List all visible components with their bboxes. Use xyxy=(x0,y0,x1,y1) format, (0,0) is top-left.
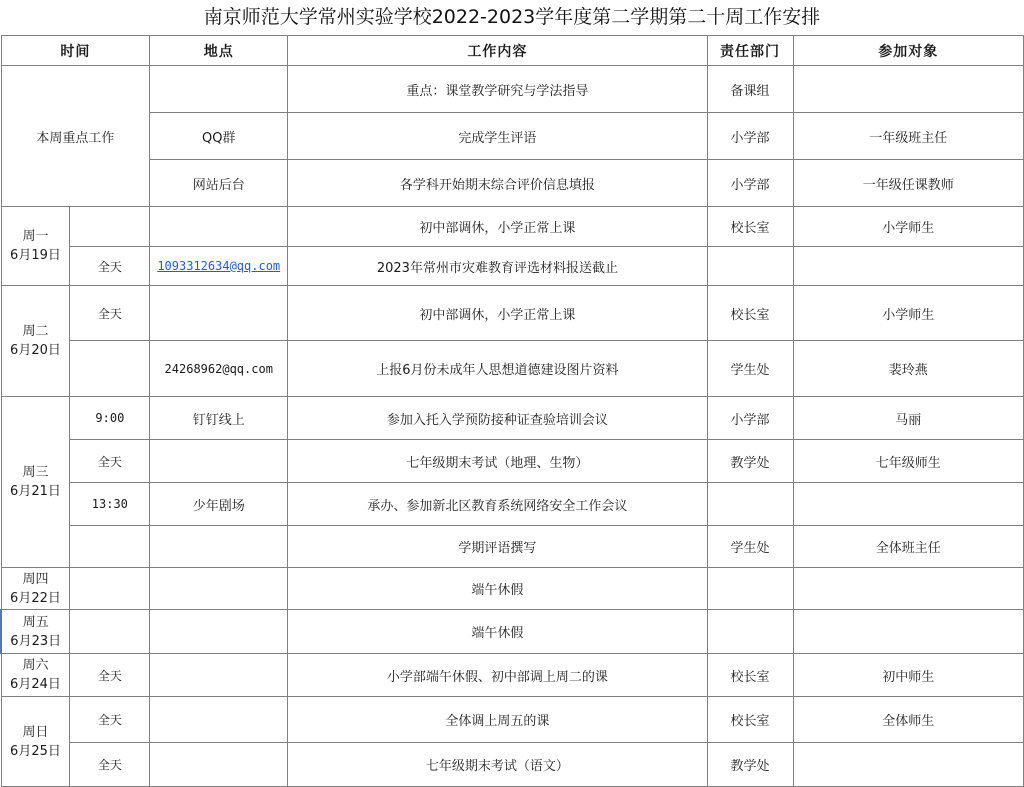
date-label: 6月24日 xyxy=(10,677,61,692)
target-cell xyxy=(793,568,1024,610)
dept-cell: 小学部 xyxy=(707,397,793,440)
dept-cell: 学生处 xyxy=(707,341,793,397)
dept-cell: 校长室 xyxy=(707,207,793,247)
time-cell: 全天 xyxy=(70,286,150,341)
schedule-row xyxy=(1,440,1024,483)
email-link[interactable]: 1093312634@qq.com xyxy=(157,258,281,273)
time-cell: 全天 xyxy=(70,743,150,787)
time-cell: 全天 xyxy=(70,697,150,743)
time-cell xyxy=(70,526,150,568)
place-cell xyxy=(150,207,288,247)
schedule-row xyxy=(1,568,1024,610)
dept-cell: 校长室 xyxy=(707,654,793,697)
schedule-row xyxy=(1,526,1024,568)
target-cell xyxy=(793,743,1024,787)
content-cell: 七年级期末考试（语文） xyxy=(288,743,707,787)
target-cell xyxy=(793,247,1024,286)
day-cell xyxy=(1,654,70,697)
content-cell: 参加入托入学预防接种证查验培训会议 xyxy=(288,397,707,440)
time-cell: 全天 xyxy=(70,654,150,697)
content-cell: 承办、参加新北区教育系统网络安全工作会议 xyxy=(288,483,707,526)
place-cell xyxy=(150,66,288,113)
target-cell xyxy=(793,610,1024,654)
header-target: 参加对象 xyxy=(793,36,1024,66)
schedule-sheet xyxy=(0,35,1024,787)
place-cell xyxy=(150,743,288,787)
target-cell: 全体班主任 xyxy=(793,526,1024,568)
day-cell xyxy=(1,610,70,654)
content-cell: 端午休假 xyxy=(288,610,707,654)
schedule-row xyxy=(1,697,1024,743)
weekday-label: 周一 xyxy=(22,229,49,244)
content-cell: 初中部调休，小学正常上课 xyxy=(288,286,707,341)
dept-cell xyxy=(707,247,793,286)
place-cell: 网站后台 xyxy=(150,160,288,207)
content-cell: 初中部调休，小学正常上课 xyxy=(288,207,707,247)
date-label: 6月22日 xyxy=(10,590,61,606)
place-cell xyxy=(150,440,288,483)
dept-cell: 备课组 xyxy=(707,66,793,113)
target-cell: 初中师生 xyxy=(793,654,1024,697)
dept-cell: 学生处 xyxy=(707,526,793,568)
day-cell xyxy=(1,568,70,610)
week-focus-label: 本周重点工作 xyxy=(1,66,150,207)
time-cell xyxy=(70,207,150,247)
target-cell xyxy=(793,483,1024,526)
time-cell: 9:00 xyxy=(70,397,150,440)
content-cell: 端午休假 xyxy=(288,568,707,610)
target-cell: 小学师生 xyxy=(793,286,1024,341)
day-cell xyxy=(1,397,70,568)
time-cell: 全天 xyxy=(70,247,150,286)
content-cell: 全体调上周五的课 xyxy=(288,697,707,743)
place-cell[interactable] xyxy=(150,247,288,286)
date-label: 6月19日 xyxy=(10,248,61,263)
date-label: 6月20日 xyxy=(10,343,61,358)
target-cell: 全体师生 xyxy=(793,697,1024,743)
place-cell xyxy=(150,568,288,610)
weekday-label: 周三 xyxy=(22,465,49,480)
content-cell: 学期评语撰写 xyxy=(288,526,707,568)
place-cell: 24268962@qq.com xyxy=(150,341,288,397)
focus-row xyxy=(1,66,1024,113)
dept-cell: 教学处 xyxy=(707,440,793,483)
dept-cell: 校长室 xyxy=(707,286,793,341)
target-cell: 裴玲燕 xyxy=(793,341,1024,397)
target-cell: 一年级班主任 xyxy=(793,113,1024,160)
place-cell xyxy=(150,610,288,654)
schedule-row xyxy=(1,483,1024,526)
place-cell xyxy=(150,286,288,341)
target-cell: 马丽 xyxy=(793,397,1024,440)
schedule-row xyxy=(1,397,1024,440)
header-place: 地点 xyxy=(150,36,288,66)
schedule-row xyxy=(1,247,1024,286)
target-cell xyxy=(793,66,1024,113)
target-cell: 小学师生 xyxy=(793,207,1024,247)
schedule-table xyxy=(0,35,1024,787)
time-cell: 13:30 xyxy=(70,483,150,526)
target-cell: 一年级任课教师 xyxy=(793,160,1024,207)
schedule-row xyxy=(1,341,1024,397)
place-cell xyxy=(150,526,288,568)
dept-cell: 小学部 xyxy=(707,160,793,207)
schedule-row xyxy=(1,286,1024,341)
page-title: 南京师范大学常州实验学校2022-2023学年度第二学期第二十周工作安排 xyxy=(203,6,821,28)
dept-cell xyxy=(707,610,793,654)
day-cell xyxy=(1,286,70,397)
schedule-row xyxy=(1,610,1024,654)
day-cell xyxy=(1,207,70,286)
focus-row xyxy=(1,113,1024,160)
target-cell: 七年级师生 xyxy=(793,440,1024,483)
dept-cell xyxy=(707,483,793,526)
place-cell xyxy=(150,697,288,743)
weekday-label: 周四 xyxy=(22,571,49,587)
content-cell: 各学科开始期末综合评价信息填报 xyxy=(288,160,707,207)
place-cell: 少年剧场 xyxy=(150,483,288,526)
place-cell: 钉钉线上 xyxy=(150,397,288,440)
header-row xyxy=(1,36,1024,66)
time-cell xyxy=(70,341,150,397)
date-label: 6月21日 xyxy=(10,484,61,499)
day-cell xyxy=(1,697,70,787)
time-cell: 全天 xyxy=(70,440,150,483)
date-label: 6月25日 xyxy=(10,743,61,759)
header-time: 时间 xyxy=(1,36,150,66)
dept-cell: 教学处 xyxy=(707,743,793,787)
header-content: 工作内容 xyxy=(288,36,707,66)
dept-cell xyxy=(707,568,793,610)
content-cell: 七年级期末考试（地理、生物） xyxy=(288,440,707,483)
content-cell: 完成学生评语 xyxy=(288,113,707,160)
weekday-label: 周二 xyxy=(22,324,49,339)
schedule-row xyxy=(1,743,1024,787)
place-cell: QQ群 xyxy=(150,113,288,160)
weekday-label: 周日 xyxy=(22,724,49,740)
schedule-row xyxy=(1,654,1024,697)
schedule-row xyxy=(1,207,1024,247)
dept-cell: 校长室 xyxy=(707,697,793,743)
place-cell xyxy=(150,654,288,697)
content-cell: 小学部端午休假、初中部调上周二的课 xyxy=(288,654,707,697)
weekday-label: 周五 xyxy=(22,614,49,630)
time-cell xyxy=(70,568,150,610)
content-cell: 上报6月份未成年人思想道德建设图片资料 xyxy=(288,341,707,397)
content-cell: 重点：课堂教学研究与学法指导 xyxy=(288,66,707,113)
date-label: 6月23日 xyxy=(10,633,62,649)
header-dept: 责任部门 xyxy=(707,36,793,66)
time-cell xyxy=(70,610,150,654)
content-cell: 2023年常州市灾难教育评选材料报送截止 xyxy=(288,247,707,286)
focus-row xyxy=(1,160,1024,207)
weekday-label: 周六 xyxy=(22,658,49,673)
dept-cell: 小学部 xyxy=(707,113,793,160)
